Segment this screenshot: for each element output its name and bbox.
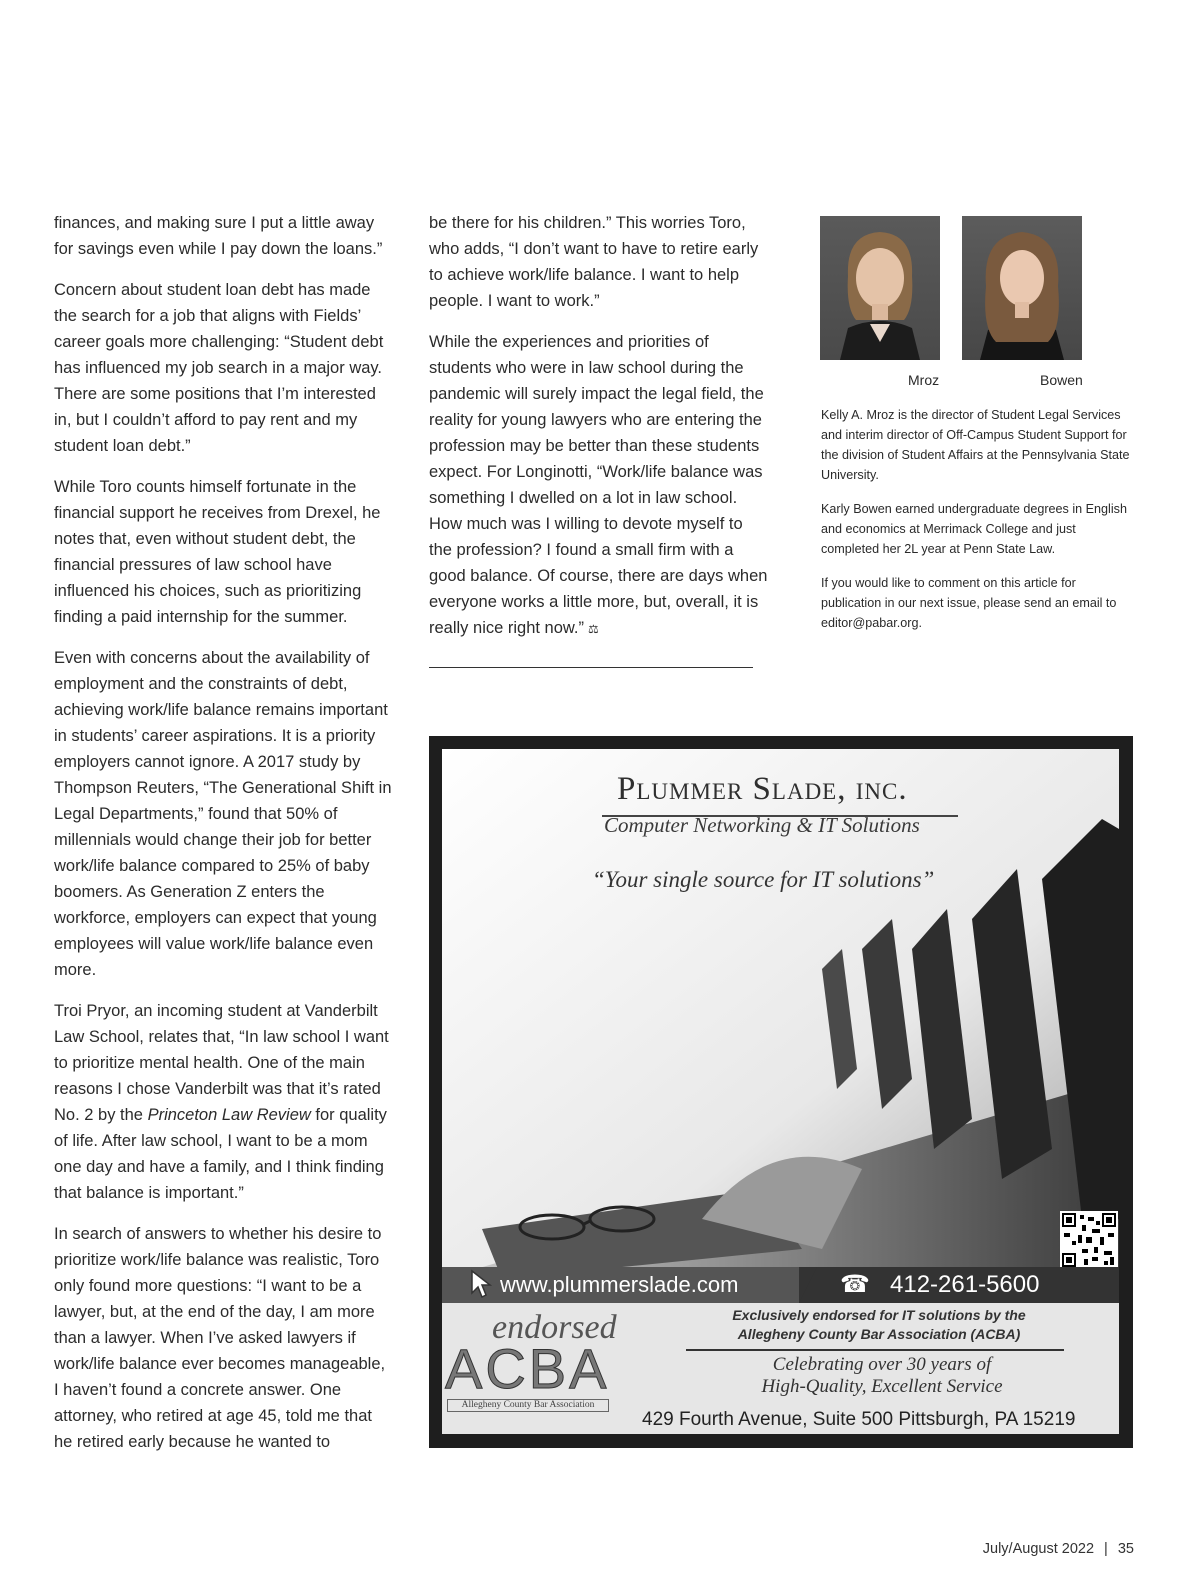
page-footer	[983, 1541, 1134, 1557]
advertisement-inner	[442, 749, 1119, 1434]
publication-title: Princeton Law Review	[147, 1106, 311, 1124]
bio-bowen: Karly Bowen earned undergraduate degrees in English and economics at Merrimack College and just completed her 2L year at Penn State Law.	[821, 502, 1127, 556]
paragraph: be there for his children.” This worries Toro, who adds, “I don’t want to have to retire early to achieve work/life balance. I want to help people. I want to work.”	[429, 214, 759, 310]
endorsement-line-2: Allegheny County Bar Association (ACBA)	[737, 1326, 1021, 1342]
column-end-rule	[429, 667, 753, 668]
ad-brand-name: Plummer Slade, inc.	[617, 771, 908, 807]
paragraph: While Toro counts himself fortunate in the financial support he receives from Drexel, he notes that, even without student debt, the financial pressures of law school have influenced his choices, such as prioritizing finding a paid internship for the summer.	[54, 478, 381, 626]
paragraph-text: for quality of life. After law school, I want to be a mom one day and have a family, and I think finding that balance is important.”	[54, 1106, 387, 1202]
article-column-1	[54, 210, 394, 1470]
paragraph: Concern about student loan debt has made the search for a job that aligns with Fields’ career goals more challenging: “Student debt has influenced my job search in a major way. There are some positions that I’m interested in, but I couldn’t afford to pay rent and my student loan debt.”	[54, 281, 384, 455]
phone-icon: ☎	[840, 1271, 870, 1298]
paragraph: In search of answers to whether his desire to prioritize work/life balance was realistic, Toro only found more questions: “I want to be a lawyer, but, at the end of the day, I am more than a lawyer. When I’ve asked lawyers if work/life balance ever becomes manageable, I haven’t found a concrete answer. One attorney, who retired at age 45, told me that he retired early because he wanted to	[54, 1225, 386, 1451]
paragraph: Even with concerns about the availability of employment and the constraints of debt, achieving work/life balance remains important in students’ career aspirations. It is a priority employers cannot ignore. A 2017 study by Thompson Reuters, “The Generational Shift in Legal Departments,” found that 50% of millennials would change their job for better work/life balance compared to 25% of baby boomers. As Generation Z enters the workforce, employers can expect that young employees will value work/life balance even more.	[54, 649, 392, 979]
paragraph: finances, and making sure I put a little away for savings even while I pay down the loans.”	[54, 214, 383, 258]
advertisement	[429, 736, 1133, 1448]
qr-code-icon	[1060, 1211, 1118, 1269]
footer-separator: |	[1104, 1541, 1108, 1557]
comment-note: If you would like to comment on this article for publication in our next issue, please send an email to editor@pabar.org.	[821, 576, 1117, 630]
end-mark-icon: ⚖	[588, 622, 599, 636]
photo-caption-mroz: Mroz	[908, 372, 940, 388]
acba-endorsed-label: endorsed	[492, 1309, 617, 1346]
celebration-line-1: Celebrating over 30 years of	[772, 1354, 992, 1375]
photo-caption-bowen: Bowen	[1040, 372, 1083, 388]
ad-tagline: “Your single source for IT solutions”	[592, 867, 935, 892]
ad-address: 429 Fourth Avenue, Suite 500 Pittsburgh, PA 15219	[642, 1409, 1076, 1430]
cursor-icon	[470, 1269, 492, 1299]
endorsement-rule	[686, 1349, 1064, 1351]
page-number: 35	[1117, 1541, 1134, 1557]
author-bios	[821, 405, 1131, 647]
bio-mroz: Kelly A. Mroz is the director of Student Legal Services and interim director of Off-Campus Student Support for the division of Student Affairs at the Pennsylvania State University.	[821, 408, 1130, 482]
article-column-2	[429, 210, 769, 657]
endorsement-line-1: Exclusively endorsed for IT solutions by the	[732, 1307, 1026, 1323]
author-photo-bowen	[962, 216, 1082, 360]
acba-full-name: Allegheny County Bar Association	[447, 1399, 609, 1412]
acba-logo: ACBA	[445, 1337, 610, 1400]
ad-phone-number: 412-261-5600	[890, 1271, 1040, 1298]
paragraph	[429, 329, 769, 642]
ad-website-link[interactable]: www.plummerslade.com	[500, 1272, 739, 1297]
issue-date: July/August 2022	[982, 1541, 1095, 1557]
celebration-line-2: High-Quality, Excellent Service	[761, 1376, 1003, 1397]
author-photo-mroz	[820, 216, 940, 360]
paragraph	[54, 998, 394, 1206]
paragraph-text: While the experiences and priorities of students who were in law school during the pandemic will surely impact the legal field, the reality for young lawyers who are entering the profession may be better than these students expect. For Longinotti, “Work/life balance was something I dwelled on a lot in law school. How much was I willing to devote myself to the profession? I found a small firm with a good balance. Of course, there are days when everyone works a little more, but, overall, it is really nice right now.”	[429, 333, 768, 637]
ad-subtitle: Computer Networking & IT Solutions	[604, 813, 920, 837]
paragraph-text: Troi Pryor, an incoming student at Vanderbilt Law School, relates that, “In law school I want to prioritize mental health. One of the main reasons I chose Vanderbilt was that it’s rated No. 2 by the	[54, 1002, 389, 1124]
